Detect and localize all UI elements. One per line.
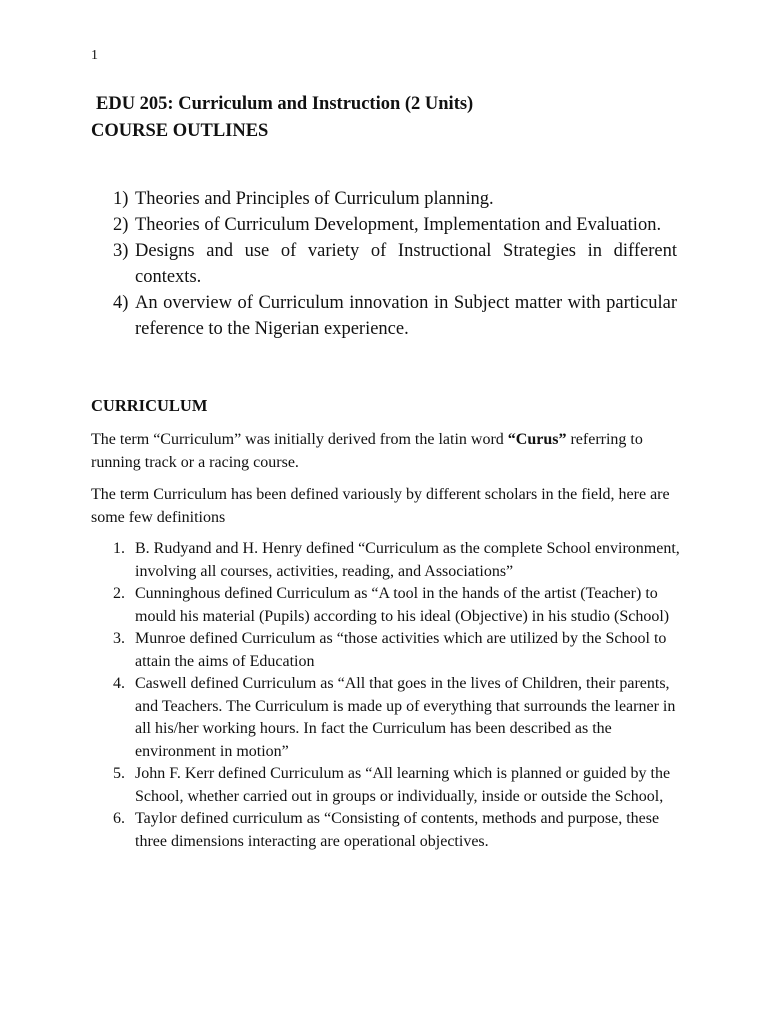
etymology-bold-word: “Curus”: [507, 431, 567, 448]
etymology-text-before: The term “Curriculum” was initially derived from the latin word: [91, 431, 508, 448]
definition-item: [91, 763, 681, 808]
definition-marker: 4.: [113, 675, 125, 692]
page-number: 1: [91, 48, 98, 63]
definition-text: Munroe defined Curriculum as “those activities which are utilized by the School to attain the aims of Education: [135, 630, 667, 670]
definition-item: [91, 808, 681, 853]
definition-item: [91, 628, 681, 673]
outline-item: [91, 186, 677, 212]
definition-marker: 6.: [113, 810, 125, 827]
outline-marker: 1): [113, 189, 129, 209]
definitions-list: [91, 538, 681, 853]
definition-marker: 3.: [113, 630, 125, 647]
course-outlines-heading: COURSE OUTLINES: [91, 121, 269, 141]
definition-marker: 5.: [113, 765, 125, 782]
curriculum-heading: CURRICULUM: [91, 396, 208, 415]
course-title: EDU 205: Curriculum and Instruction (2 Units): [96, 94, 474, 114]
etymology-text-after: referring to running track or a racing course.: [91, 431, 643, 471]
outline-marker: 2): [113, 215, 129, 235]
definition-text: Caswell defined Curriculum as “All that goes in the lives of Children, their parents, and Teachers. The Curriculum is made up of everything that surrounds the learner in all his/her working hours. In fact the Curriculum has been described as the environment in motion”: [135, 675, 676, 760]
outline-text: An overview of Curriculum innovation in Subject matter with particular reference to the Nigerian experience.: [135, 293, 677, 339]
definition-item: [91, 673, 681, 763]
outline-text: Designs and use of variety of Instructional Strategies in different contexts.: [135, 241, 677, 287]
outline-marker: 4): [113, 293, 129, 313]
outline-item: [91, 238, 677, 290]
outline-marker: 3): [113, 241, 129, 261]
outline-item: [91, 212, 677, 238]
outline-item: [91, 290, 677, 342]
definition-text: B. Rudyand and H. Henry defined “Curriculum as the complete School environment, involving all courses, activities, reading, and Associations”: [135, 540, 680, 580]
definition-item: [91, 583, 681, 628]
course-outline-list: [91, 186, 677, 342]
definition-marker: 2.: [113, 585, 125, 602]
definition-item: [91, 538, 681, 583]
etymology-paragraph: [91, 428, 681, 474]
definition-text: Taylor defined curriculum as “Consisting of contents, methods and purpose, these three dimensions interacting are operational objectives.: [135, 810, 660, 850]
definition-marker: 1.: [113, 540, 125, 557]
definitions-intro-paragraph: The term Curriculum has been defined variously by different scholars in the field, here are some few definitions: [91, 486, 670, 526]
outline-text: Theories and Principles of Curriculum planning.: [135, 189, 494, 209]
definition-text: John F. Kerr defined Curriculum as “All learning which is planned or guided by the School, whether carried out in groups or individually, inside or outside the School,: [135, 765, 671, 805]
definition-text: Cunninghous defined Curriculum as “A tool in the hands of the artist (Teacher) to mould his material (Pupils) according to his ideal (Objective) in his studio (School): [135, 585, 670, 625]
outline-text: Theories of Curriculum Development, Implementation and Evaluation.: [135, 215, 662, 235]
